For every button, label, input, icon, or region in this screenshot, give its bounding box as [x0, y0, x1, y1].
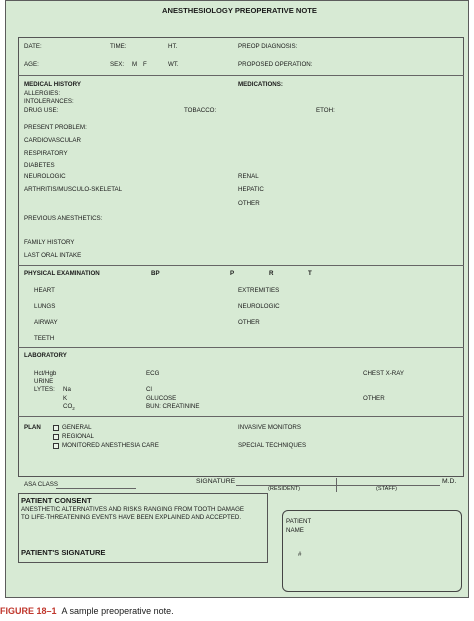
sex-f-option: F	[143, 61, 147, 68]
age-label: AGE:	[24, 61, 39, 68]
weight-label: WT.	[168, 61, 179, 68]
heart-label: HEART	[34, 287, 55, 294]
asa-class-label: ASA CLASS	[24, 481, 59, 488]
form-title: ANESTHESIOLOGY PREOPERATIVE NOTE	[162, 6, 317, 15]
bun-creatinine-label: BUN: CREATININE	[146, 403, 200, 410]
sex-label: SEX:	[110, 61, 125, 68]
lab-divider	[18, 416, 464, 417]
last-oral-intake-label: LAST ORAL INTAKE	[24, 252, 82, 259]
patient-consent-heading: PATIENT CONSENT	[21, 496, 92, 505]
lab-other-label: OTHER	[363, 395, 385, 402]
medications-heading: MEDICATIONS:	[238, 81, 283, 88]
extremities-label: EXTREMITIES	[238, 287, 280, 294]
present-problem-label: PRESENT PROBLEM:	[24, 124, 87, 131]
drug-use-label: DRUG USE:	[24, 107, 59, 114]
hct-hgb-label: Hct/Hgb	[34, 370, 57, 377]
figure-number: FIGURE 18–1	[0, 606, 57, 616]
respiratory-label: RESPIRATORY	[24, 150, 68, 157]
neurologic-label: NEUROLOGIC	[24, 173, 66, 180]
chloride-label: Cl	[146, 386, 152, 393]
cardiovascular-label: CARDIOVASCULAR	[24, 137, 81, 144]
patient-number-label: #	[298, 551, 302, 558]
physical-exam-heading: PHYSICAL EXAMINATION	[24, 270, 100, 277]
invasive-monitors-label: INVASIVE MONITORS	[238, 424, 302, 431]
special-techniques-label: SPECIAL TECHNIQUES	[238, 442, 307, 449]
sex-m-option: M	[132, 61, 138, 68]
diabetes-label: DIABETES	[24, 162, 55, 169]
respiration-label: R	[269, 270, 274, 277]
teeth-label: TEETH	[34, 335, 55, 342]
signature-separator	[336, 478, 337, 492]
exam-other-label: OTHER	[238, 319, 260, 326]
etoh-label: ETOH:	[316, 107, 335, 114]
figure-caption-text: A sample preoperative note.	[61, 606, 174, 616]
pulse-label: P	[230, 270, 235, 277]
tobacco-label: TOBACCO:	[184, 107, 217, 114]
arthritis-label: ARTHRITIS/MUSCULO-SKELETAL	[24, 186, 123, 193]
urine-label: URINE	[34, 378, 54, 385]
lungs-label: LUNGS	[34, 303, 56, 310]
time-label: TIME:	[110, 43, 127, 50]
regional-label: REGIONAL	[62, 433, 94, 440]
previous-anesthetics-label: PREVIOUS ANESTHETICS:	[24, 215, 103, 222]
consent-text-line-1: ANESTHETIC ALTERNATIVES AND RISKS RANGING FROM TOOTH DAMAGE	[21, 506, 245, 513]
intolerances-label: INTOLERANCES:	[24, 98, 74, 105]
signature-label: SIGNATURE	[196, 478, 236, 485]
asa-class-line	[56, 488, 136, 489]
family-history-label: FAMILY HISTORY	[24, 239, 75, 246]
exam-divider	[18, 347, 464, 348]
figure-caption	[0, 606, 174, 616]
lytes-label: LYTES:	[34, 386, 55, 393]
regional-checkbox[interactable]	[53, 434, 59, 440]
height-label: HT.	[168, 43, 178, 50]
allergies-label: ALLERGIES:	[24, 90, 61, 97]
airway-label: AIRWAY	[34, 319, 58, 326]
bp-label: BP	[151, 270, 160, 277]
laboratory-heading: LABORATORY	[24, 352, 67, 359]
patient-signature-label: PATIENT'S SIGNATURE	[21, 548, 106, 557]
mac-label: MONITORED ANESTHESIA CARE	[62, 442, 159, 449]
medical-history-heading: MEDICAL HISTORY	[24, 81, 81, 88]
ecg-label: ECG	[146, 370, 160, 377]
sodium-label: Na	[63, 386, 71, 393]
plan-heading: PLAN	[24, 424, 41, 431]
history-divider	[18, 265, 464, 266]
resident-label: (RESIDENT)	[268, 486, 301, 492]
consent-text-line-2: TO LIFE-THREATENING EVENTS HAVE BEEN EXPLAINED AND ACCEPTED.	[21, 514, 242, 521]
preoperative-note-form	[5, 0, 469, 598]
main-box	[18, 37, 464, 477]
signature-line	[236, 485, 440, 486]
md-label: M.D.	[442, 478, 457, 485]
potassium-label: K	[63, 395, 68, 402]
chest-xray-label: CHEST X-RAY	[363, 370, 405, 377]
name-label: NAME	[286, 527, 304, 534]
temperature-label: T	[308, 270, 312, 277]
general-label: GENERAL	[62, 424, 92, 431]
mac-checkbox[interactable]	[53, 443, 59, 449]
glucose-label: GLUCOSE	[146, 395, 177, 402]
co2-label: $CO_2$	[63, 403, 75, 412]
staff-label: (STAFF)	[376, 486, 398, 492]
renal-label: RENAL	[238, 173, 259, 180]
general-checkbox[interactable]	[53, 425, 59, 431]
preop-diagnosis-label: PREOP DIAGNOSIS:	[238, 43, 298, 50]
hepatic-label: HEPATIC	[238, 186, 264, 193]
proposed-operation-label: PROPOSED OPERATION:	[238, 61, 313, 68]
header-divider	[18, 75, 464, 76]
history-other-label: OTHER	[238, 200, 260, 207]
exam-neurologic-label: NEUROLOGIC	[238, 303, 280, 310]
patient-label: PATIENT	[286, 518, 312, 525]
date-label: DATE:	[24, 43, 42, 50]
